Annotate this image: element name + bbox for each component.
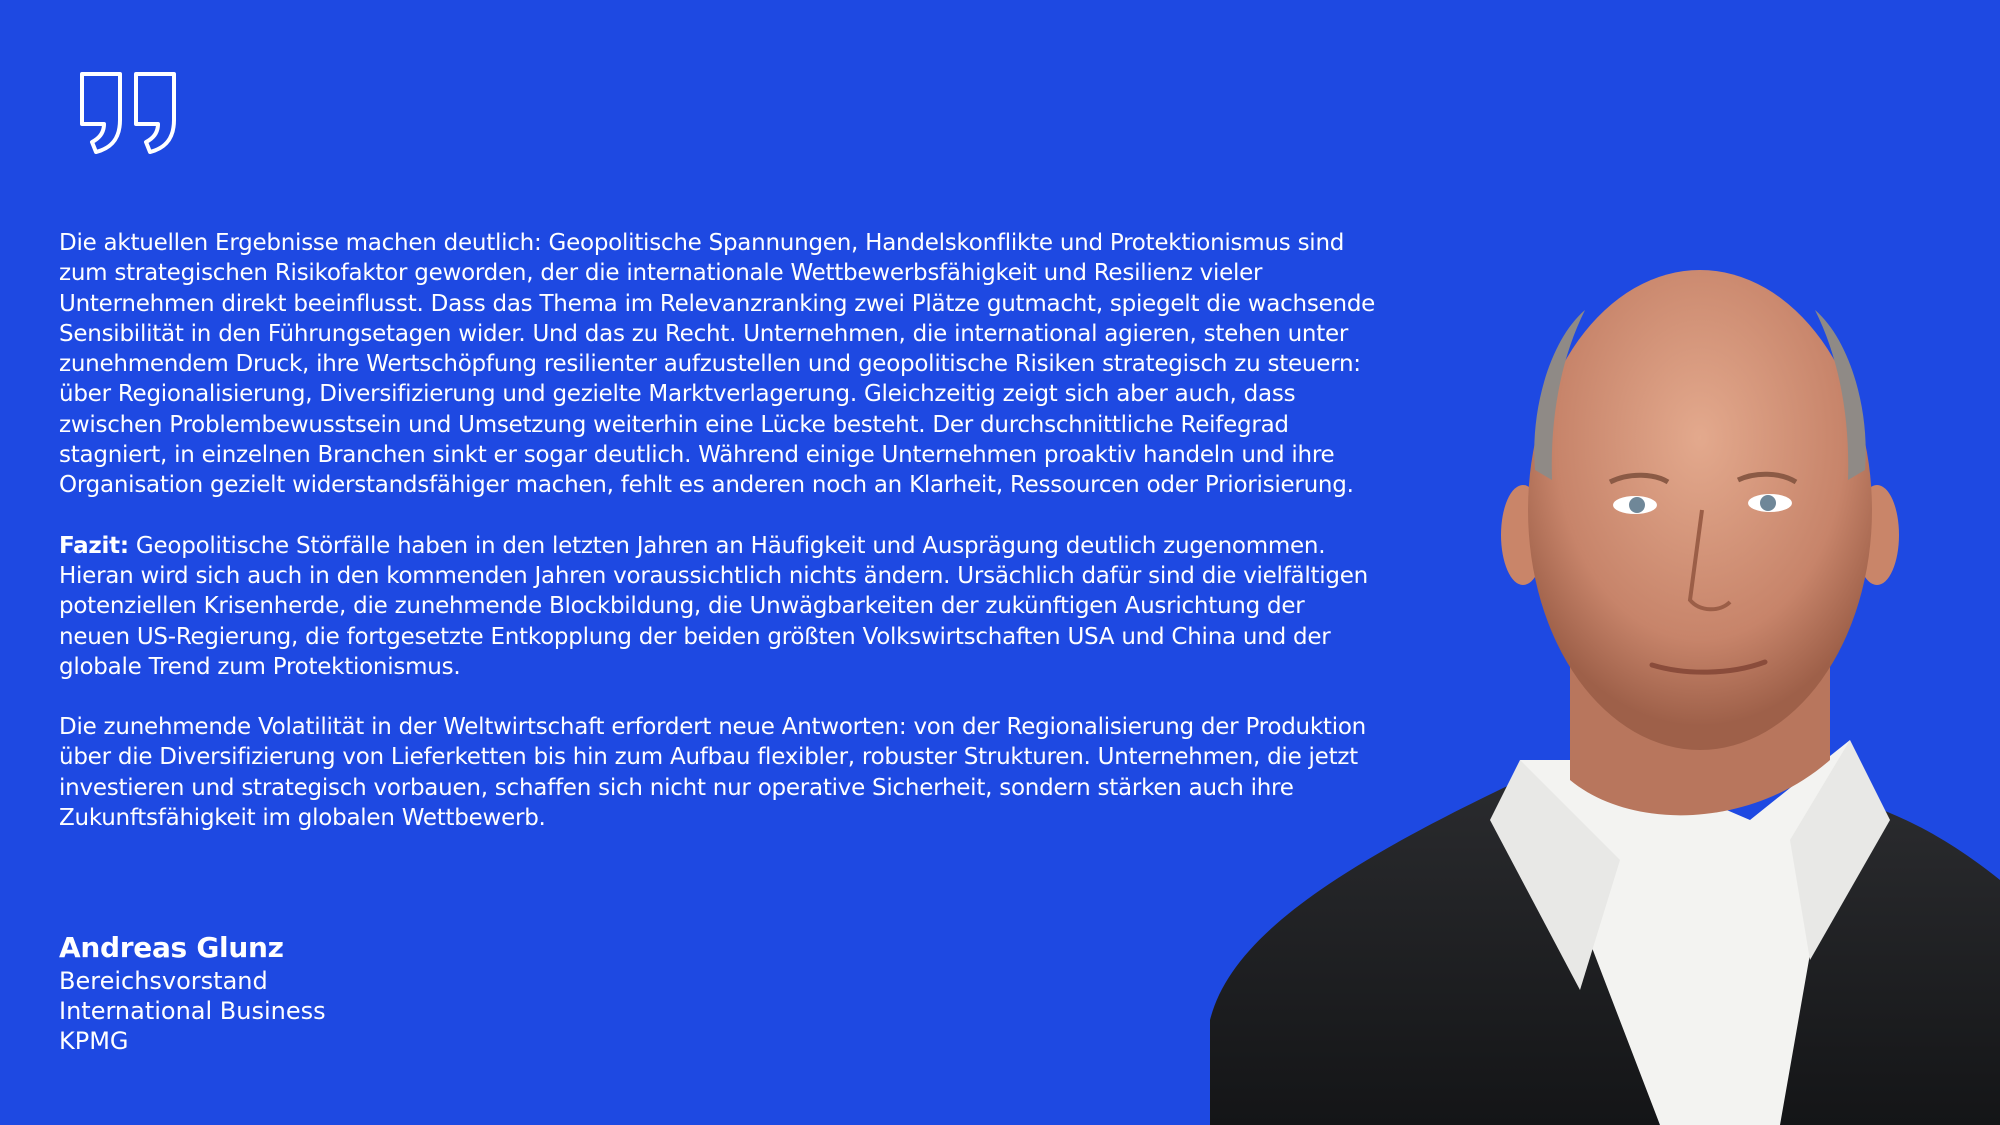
quote-paragraph-2 [59, 531, 1379, 682]
author-department: International Business [59, 997, 326, 1025]
closing-quote-icon [76, 68, 186, 156]
quote-paragraph-1 [59, 228, 1379, 501]
paragraph-text: Die zunehmende Volatilität in der Weltwirtschaft erfordert neue Antworten: von der Regionalisierung der Produktion über die Diversifizierung von Lieferketten bis hin zum Aufbau flexibler, robuster Strukturen. Unternehmen, die jetzt investieren und strategisch vorbauen, schaffen sich nicht nur operative Sicherheit, sondern stärken auch ihre Zukunftsfähigkeit im globalen Wettbewerb. [59, 714, 1366, 832]
paragraph-text: Geopolitische Störfälle haben in den letzten Jahren an Häufigkeit und Ausprägung deutlich zugenommen. Hieran wird sich auch in den kommenden Jahren voraussichtlich nichts ändern. Ursächlich dafür sind die vielfältigen potenziellen Krisenherde, die zunehmende Blockbildung, die Unwägbarkeiten der zukünftigen Ausrichtung der neuen US-Regierung, die fortgesetzte Entkopplung der beiden größten Volkswirtschaften USA und China und der globale Trend zum Protektionismus. [59, 532, 1369, 680]
author-role: Bereichsvorstand [59, 967, 268, 995]
paragraph-lead: Fazit: [59, 532, 129, 559]
author-company: KPMG [59, 1027, 129, 1055]
quote-paragraph-3 [59, 712, 1379, 833]
paragraph-text: Die aktuellen Ergebnisse machen deutlich: Geopolitische Spannungen, Handelskonflikte und Protektionismus sind zum strategischen Risikofaktor geworden, der die internationale Wettbewerbsfähigkeit und Resilienz vieler Unternehmen direkt beeinflusst. Dass das Thema im Relevanzranking zwei Plätze gutmacht, spiegelt die wachsende Sensibilität in den Führungsetagen wider. Und das zu Recht. Unternehmen, die international agieren, stehen unter zunehmendem Druck, ihre Wertschöpfung resilienter aufzustellen und geopolitische Risiken strategisch zu steuern: über Regionalisierung, Diversifizierung und gezielte Marktverlagerung. Gleichzeitig zeigt sich aber auch, dass zwischen Problembewusstsein und Umsetzung weiterhin eine Lücke besteht. Der durchschnittliche Reifegrad stagniert, in einzelnen Branchen sinkt er sogar deutlich. Während einige Unternehmen proaktiv handeln und ihre Organisation gezielt widerstandsfähiger machen, fehlt es anderen noch an Klarheit, Ressourcen oder Priorisierung. [59, 230, 1376, 499]
quote-text [59, 228, 1379, 833]
author-block [59, 930, 326, 1056]
author-name: Andreas Glunz [59, 931, 284, 964]
author-portrait [1190, 220, 2000, 1125]
